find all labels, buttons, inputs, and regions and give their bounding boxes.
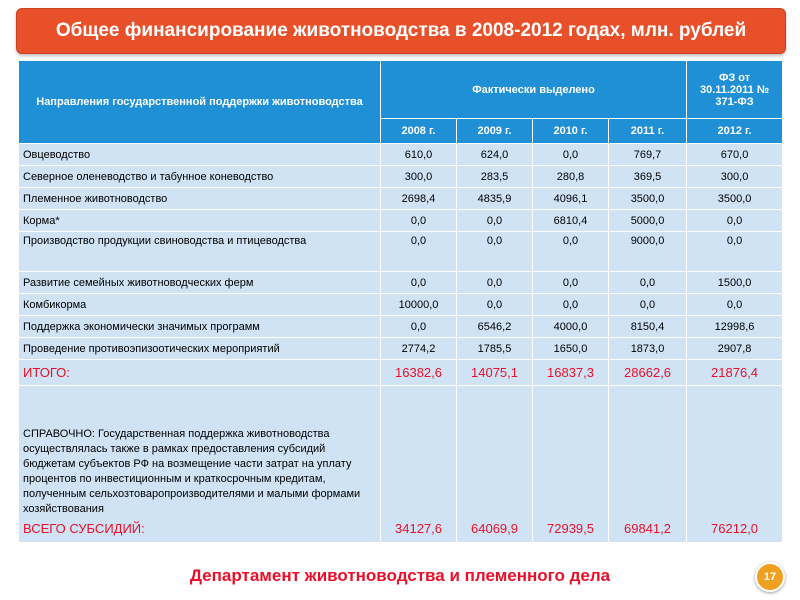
year-header: 2010 г.	[533, 119, 609, 144]
year-header: 2008 г.	[381, 119, 457, 144]
row-value: 10000,0	[381, 294, 457, 316]
row-value: 2698,4	[381, 188, 457, 210]
row-value: 2774,2	[381, 338, 457, 360]
row-value: 3500,0	[609, 188, 687, 210]
table-row	[19, 338, 783, 360]
funding-table	[18, 60, 783, 543]
table-row	[19, 272, 783, 294]
row-value: 2907,8	[687, 338, 783, 360]
row-value: 0,0	[457, 232, 533, 272]
page-number-badge	[755, 562, 785, 592]
header-allocated: Фактически выделено	[381, 61, 687, 119]
row-value: 0,0	[381, 232, 457, 272]
total-value: 21876,4	[687, 360, 783, 386]
row-value: 300,0	[381, 166, 457, 188]
reference-total-label: ВСЕГО СУБСИДИЙ:	[23, 521, 145, 536]
table-row	[19, 210, 783, 232]
year-header: 2012 г.	[687, 119, 783, 144]
table-row	[19, 316, 783, 338]
row-value: 9000,0	[609, 232, 687, 272]
footer-department: Департамент животноводства и племенного дела	[189, 566, 611, 585]
row-value: 1785,5	[457, 338, 533, 360]
reference-value: 72939,5	[533, 386, 609, 543]
row-value: 4835,9	[457, 188, 533, 210]
total-label: ИТОГО:	[19, 360, 381, 386]
row-value: 0,0	[609, 294, 687, 316]
row-value: 283,5	[457, 166, 533, 188]
header-law: ФЗ от 30.11.2011 № 371-ФЗ	[687, 61, 783, 119]
row-value: 369,5	[609, 166, 687, 188]
row-label: Развитие семейных животноводческих ферм	[19, 272, 381, 294]
row-label: Комбикорма	[19, 294, 381, 316]
row-value: 0,0	[687, 232, 783, 272]
total-row	[19, 360, 783, 386]
total-value: 16382,6	[381, 360, 457, 386]
row-value: 300,0	[687, 166, 783, 188]
row-value: 0,0	[533, 144, 609, 166]
total-value: 14075,1	[457, 360, 533, 386]
row-value: 3500,0	[687, 188, 783, 210]
table-row	[19, 232, 783, 272]
row-value: 4000,0	[533, 316, 609, 338]
row-value: 5000,0	[609, 210, 687, 232]
row-value: 0,0	[457, 210, 533, 232]
row-value: 12998,6	[687, 316, 783, 338]
row-value: 0,0	[381, 210, 457, 232]
table-row	[19, 144, 783, 166]
row-value: 280,8	[533, 166, 609, 188]
reference-value: 69841,2	[609, 386, 687, 543]
row-label: Производство продукции свиноводства и птицеводства	[19, 232, 381, 272]
row-value: 0,0	[609, 272, 687, 294]
row-value: 0,0	[687, 294, 783, 316]
row-label: Проведение противоэпизоотических мероприятий	[19, 338, 381, 360]
year-header: 2011 г.	[609, 119, 687, 144]
row-label: Племенное животноводство	[19, 188, 381, 210]
row-value: 0,0	[457, 272, 533, 294]
row-value: 6546,2	[457, 316, 533, 338]
row-label: Овцеводство	[19, 144, 381, 166]
slide-title: Общее финансирование животноводства в 2008-2012 годах, млн. рублей	[16, 8, 786, 54]
total-value: 28662,6	[609, 360, 687, 386]
row-value: 610,0	[381, 144, 457, 166]
row-label: Поддержка экономически значимых программ	[19, 316, 381, 338]
reference-value: 76212,0	[687, 386, 783, 543]
row-value: 6810,4	[533, 210, 609, 232]
page-number: 17	[763, 570, 777, 583]
row-value: 0,0	[533, 272, 609, 294]
row-value: 1500,0	[687, 272, 783, 294]
row-value: 624,0	[457, 144, 533, 166]
row-value: 1873,0	[609, 338, 687, 360]
row-value: 8150,4	[609, 316, 687, 338]
row-value: 0,0	[533, 232, 609, 272]
row-value: 0,0	[381, 316, 457, 338]
row-label: Корма*	[19, 210, 381, 232]
table-row	[19, 294, 783, 316]
reference-value: 34127,6	[381, 386, 457, 543]
reference-cell	[19, 386, 381, 543]
table-row	[19, 188, 783, 210]
row-value: 0,0	[533, 294, 609, 316]
row-value: 769,7	[609, 144, 687, 166]
row-value: 0,0	[687, 210, 783, 232]
row-value: 4096,1	[533, 188, 609, 210]
row-value: 670,0	[687, 144, 783, 166]
total-value: 16837,3	[533, 360, 609, 386]
row-value: 1650,0	[533, 338, 609, 360]
row-value: 0,0	[381, 272, 457, 294]
header-directions: Направления государственной поддержки животноводства	[19, 61, 381, 144]
year-header: 2009 г.	[457, 119, 533, 144]
reference-value: 64069,9	[457, 386, 533, 543]
reference-text: СПРАВОЧНО: Государственная поддержка животноводства осуществлялась также в рамках предоставления субсидий бюджетам субъектов РФ на возмещение части затрат на уплату процентов по инвестиционным и краткосрочным кредитам, полученным сельхозтоваропроизводителями и малыми формами хозяйствования	[23, 428, 361, 515]
reference-row	[19, 386, 783, 543]
row-label: Северное оленеводство и табунное коневодство	[19, 166, 381, 188]
table-row	[19, 166, 783, 188]
row-value: 0,0	[457, 294, 533, 316]
